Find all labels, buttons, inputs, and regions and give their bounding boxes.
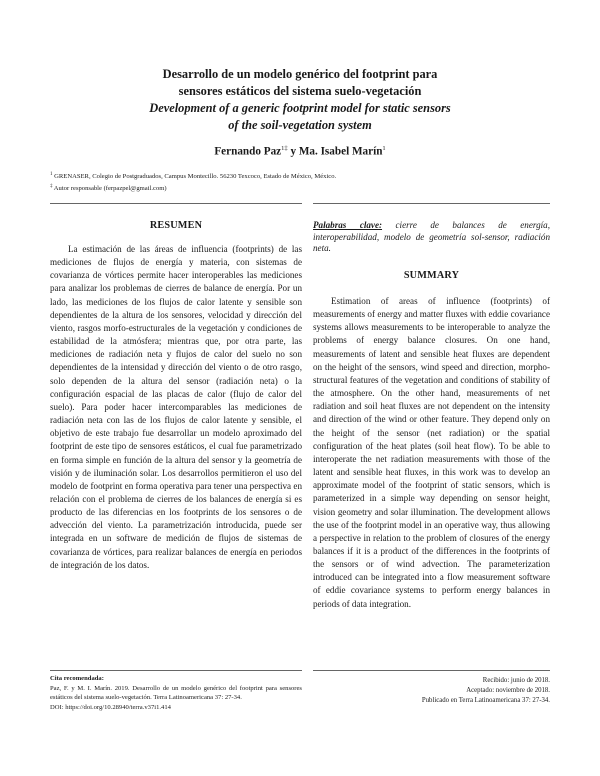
accepted-date: Aceptado: noviembre de 2018. <box>466 686 550 694</box>
author-2: Ma. Isabel Marín <box>298 145 383 158</box>
publication-dates <box>330 676 550 706</box>
received-date: Recibido: junio de 2018. <box>482 677 550 684</box>
author-connector: y <box>287 145 299 158</box>
resumen-paragraph: La estimación de las áreas de influencia (footprints) de las mediciones de flujos de energía y materia, con sistemas de covarianza de vórtices permite hacer interoperables las mediciones para analizar los problemas de cierres de balance de energía. Por un lado, las mediciones de los flujos de calor latente y sensible son dependientes de la altura de los sensores, velocidad y dirección del viento, rasgos morfo-estructurales de la vegetación y condiciones de estabilidad de la atmósfera; mientras que, por otra parte, las mediciones de radiación neta y flujos de calor del suelo no son dependientes de la intensidad y dirección del viento o de otro rasgo, solo dependen de la altura del sensor (radiación neta) o la configuración espacial de las placas de calor (flujo de calor del suelo). Para poder hacer intercomparables las mediciones de radiación neta con las de los flujos de calor latente y sensible, el objetivo de este trabajo fue desarrollar un modelo aproximado del footprint de este tipo de sensores estáticos, el cual fue parametrizado en forma simple en función de la altura del sensor y la geometría de visión y de iluminación solar. Los desarrollos permitieron el uso del modelo de footprint en forma operativa para tener una perspectiva en relación con el problema de cierres de los balances de energía si es producto de las diferencias en los footprints de los sensores o de advección del viento. La parametrización introducida, puede ser integrada en un software de medición de flujos de sistemas de covarianza de vórtices, para realizar balances de energía en periodos de integración de los datos. <box>50 244 302 570</box>
resumen-heading: RESUMEN <box>149 220 203 231</box>
title-spanish-line-2: sensores estáticos del sistema suelo-vegetación <box>178 84 422 98</box>
footer-divider-left <box>50 670 302 671</box>
header-divider-right <box>313 203 550 204</box>
keywords-text: cierre de balances de energía, interoperabilidad, modelo de geometría sol-sensor, radiación neta. <box>313 220 550 254</box>
footer-divider-right <box>313 670 550 671</box>
author-1: Fernando Paz <box>214 145 282 158</box>
author-2-superscript: 1 <box>382 145 386 152</box>
title-english-line-2: of the soil-vegetation system <box>228 118 372 132</box>
article-title <box>60 66 540 134</box>
keywords-label: Palabras clave: <box>313 220 383 230</box>
affiliation-1-text: GRENASER, Colegio de Postgraduados, Campus Montecillo. 56230 Texcoco, Estado de México, México. <box>52 173 337 181</box>
summary-heading: SUMMARY <box>403 270 460 281</box>
summary-column <box>313 295 550 611</box>
affiliation-1 <box>50 170 550 182</box>
keywords-block <box>313 220 550 255</box>
citation-label: Cita recomendada: <box>50 675 104 682</box>
affiliation-1-marker: 1 <box>50 172 53 177</box>
published-info: Publicado en Terra Latinoamericana 37: 27-34. <box>421 696 550 704</box>
affiliations <box>50 170 550 194</box>
affiliation-2 <box>50 182 550 194</box>
summary-paragraph: Estimation of areas of influence (footprints) of measurements of energy and matter fluxes with eddie covariance systems allows measurements to be interoperable to analyze the problems of energy balance closures. On one hand, measurements of latent and sensible heat fluxes are dependent on the height of the sensors, wind speed and direction, morpho-structural features of the vegetation and conditions of stability of the atmosphere. On the other hand, measurements of net radiation and soil heat fluxes are not dependent on the intensity and direction of the wind or other feature. They depend only on the height of the sensor (net radiation) or the spatial configuration of the heat plates (soil heat flow). To be able to interoperate the net radiation measurements with those of the latent and sensible heat fluxes, in this work was to develop an approximate model of the footprint of static sensors, which is parameterized in a simple way depending on sensor height, vision geometry and solar illumination. The development allows the use of the footprint model in an operative way, thus allowing a perspective in relation to the problem of closures of the energy balances if it is a product of the differences in the footprints of the sensors or of wind advection. The parameterization introduced can be integrated into a flow measurement software of eddie covariance systems to perform energy balances in periods of data integration. <box>313 296 550 609</box>
title-english-line-1: Development of a generic footprint model for static sensors <box>149 101 451 115</box>
citation-text: Paz, F. y M. I. Marín. 2019. Desarrollo de un modelo genérico del footprint para sensores estáticos del sistema suelo-vegetación. Terra Latinoamericana 37: 27-34. <box>50 684 302 702</box>
citation-doi: DOI: https://doi.org/10.28940/terra.v37i1.414 <box>50 704 171 712</box>
resumen-column <box>50 243 302 572</box>
corresponding-author: Autor responsable (ferpazpel@gmail.com) <box>52 185 167 193</box>
affiliation-2-marker: ‡ <box>50 184 53 190</box>
header-divider-left <box>50 203 302 204</box>
recommended-citation <box>50 674 302 713</box>
title-spanish-line-1: Desarrollo de un modelo genérico del footprint para <box>162 67 438 81</box>
author-1-superscript: 1‡ <box>281 145 288 152</box>
author-list <box>60 145 540 158</box>
